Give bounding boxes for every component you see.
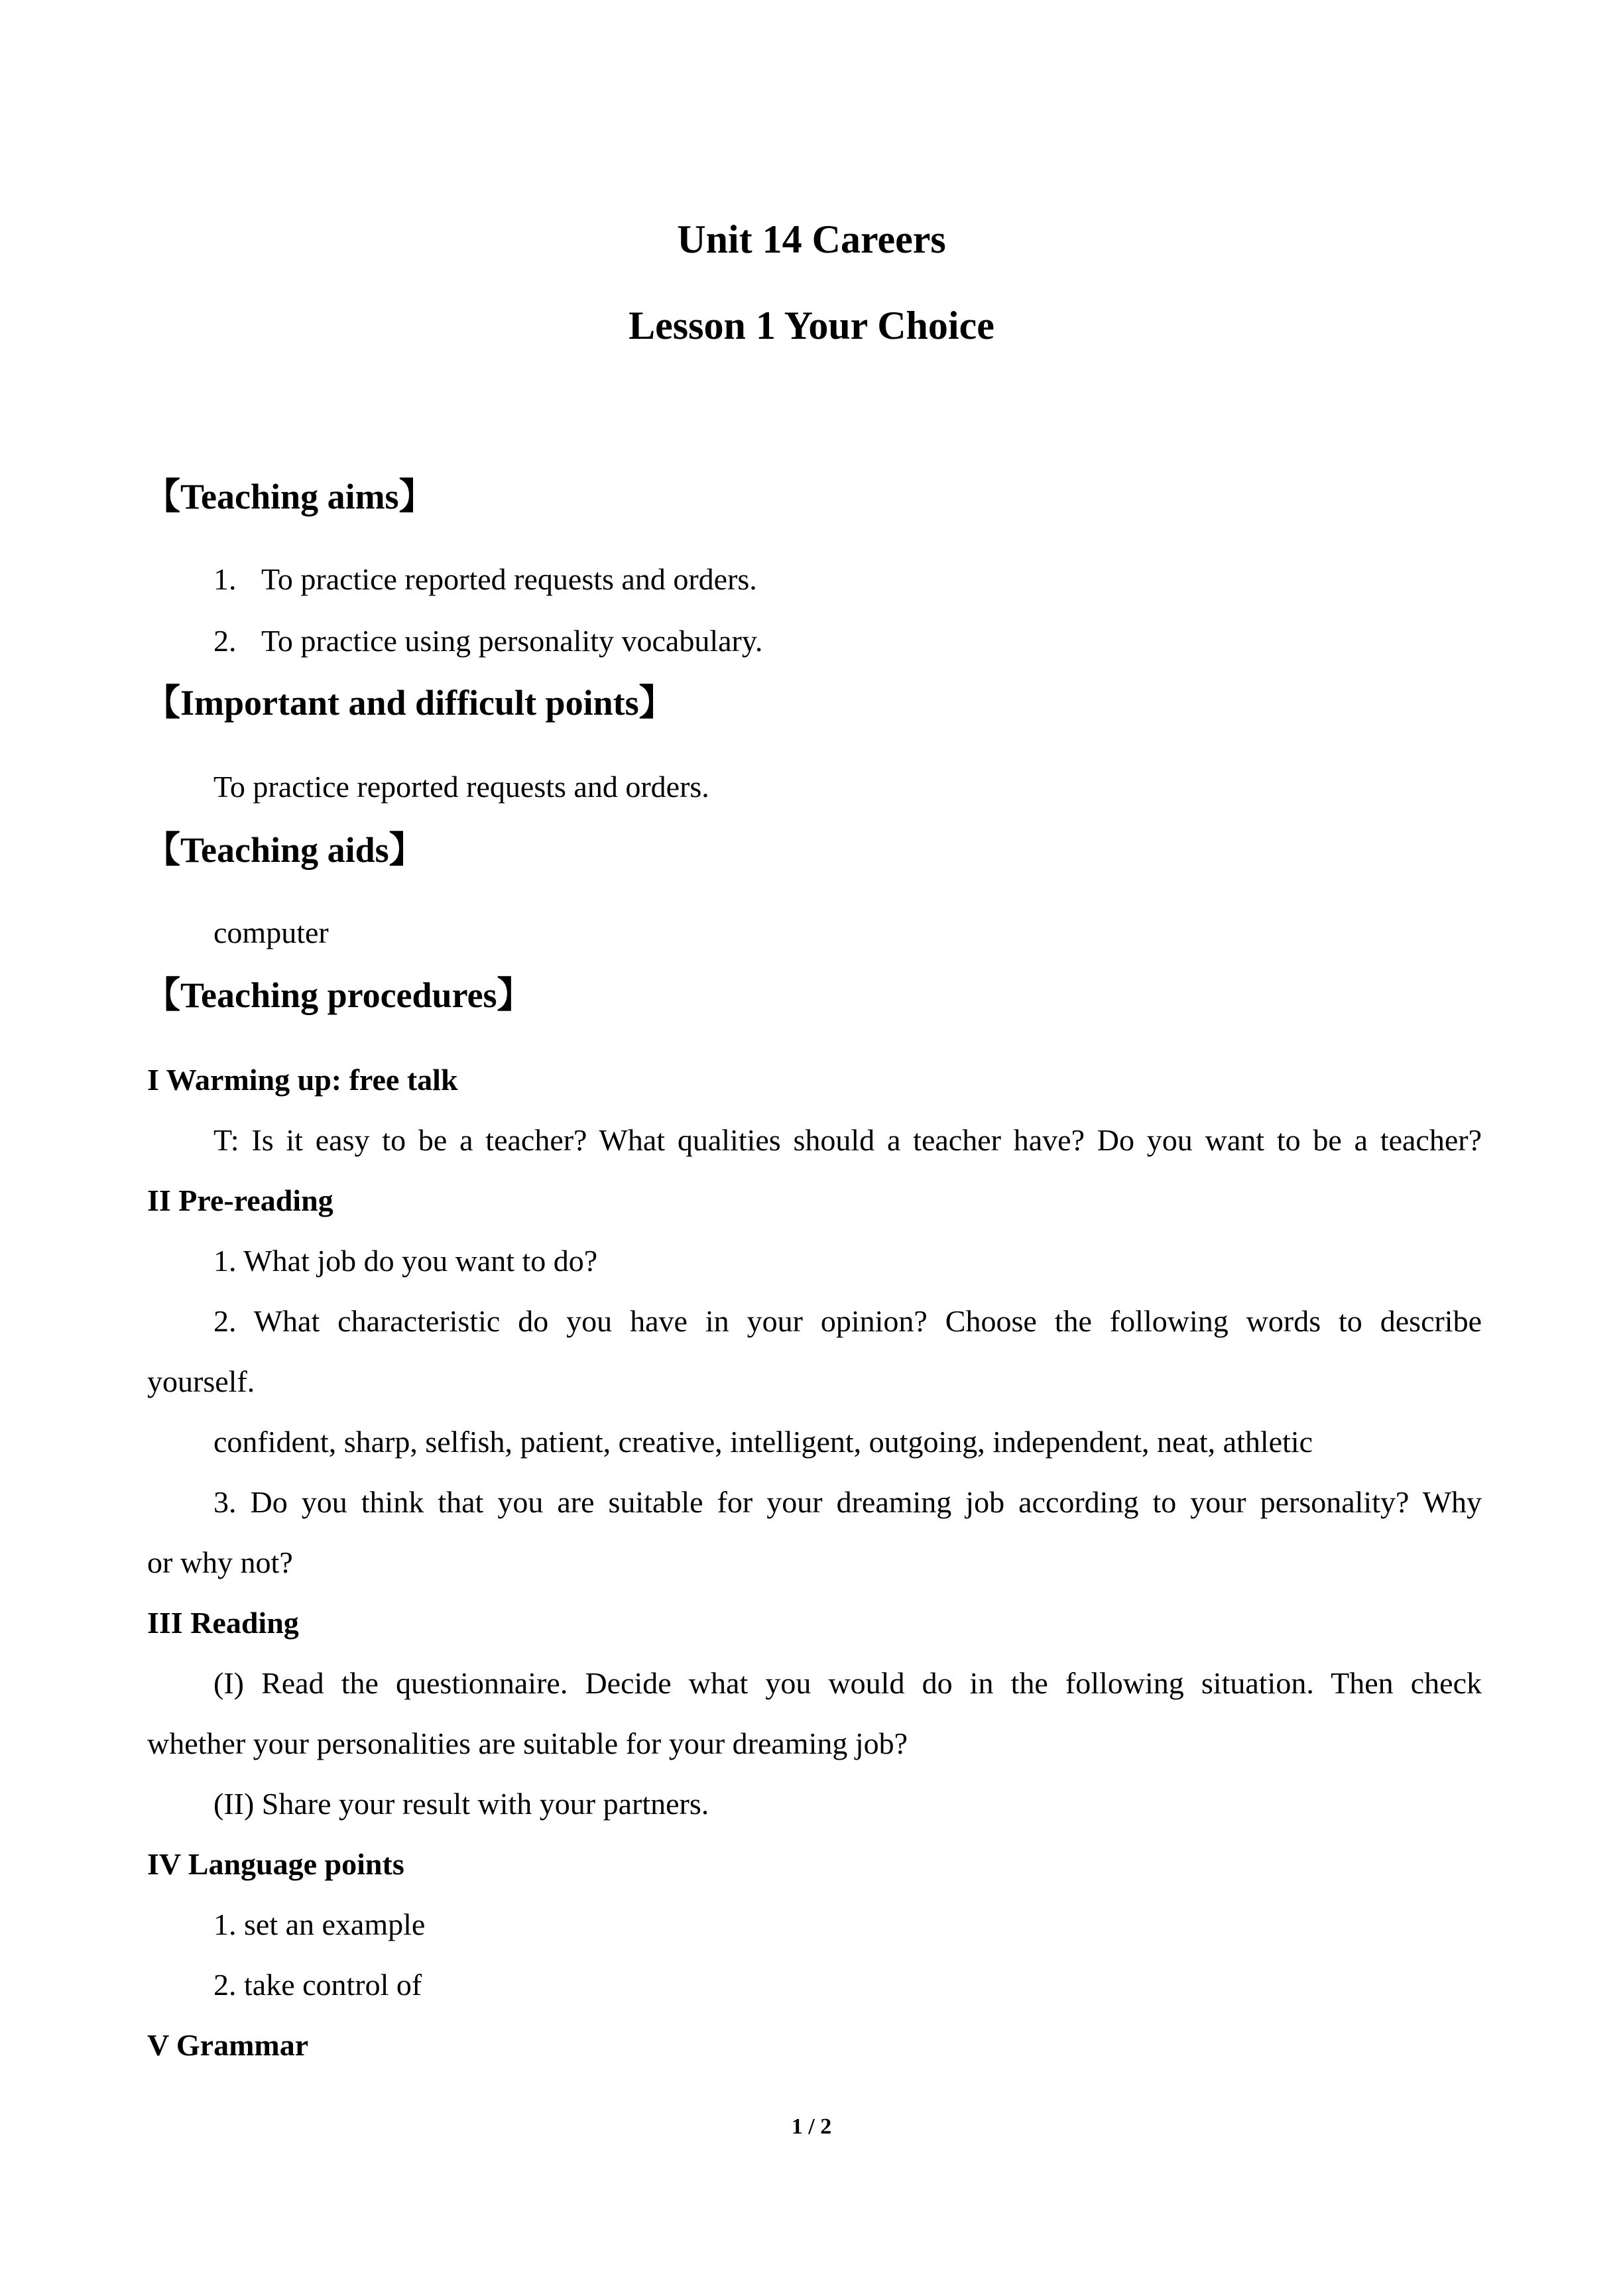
language-point-item: 1. set an example bbox=[213, 1907, 426, 1941]
teaching-procedures-heading: 【Teaching procedures】 bbox=[145, 975, 533, 1015]
page-number: 1 / 2 bbox=[791, 2114, 832, 2139]
reading-task-1: (I) Read the questionnaire. Decide what you would do in the following situation. Then check bbox=[213, 1666, 1482, 1700]
pre-reading-question-2-cont: yourself. bbox=[147, 1364, 255, 1398]
warming-up-text: T: Is it easy to be a teacher? What qualities should a teacher have? Do you want to be a teacher? bbox=[213, 1123, 1482, 1157]
teaching-aim-text: To practice reported requests and orders. bbox=[261, 562, 757, 596]
personality-word-list: confident, sharp, selfish, patient, creative, intelligent, outgoing, independent, neat, athletic bbox=[213, 1425, 1313, 1459]
reading-task-2: (II) Share your result with your partners. bbox=[213, 1787, 709, 1821]
pre-reading-heading: II Pre-reading bbox=[147, 1183, 333, 1217]
lesson-title: Lesson 1 Your Choice bbox=[629, 304, 994, 347]
teaching-aids-text: computer bbox=[213, 916, 329, 949]
grammar-heading: V Grammar bbox=[147, 2028, 309, 2062]
unit-title: Unit 14 Careers bbox=[677, 217, 946, 261]
teaching-aim-text: To practice using personality vocabulary. bbox=[261, 624, 763, 658]
language-point-item: 2. take control of bbox=[213, 1968, 422, 2002]
teaching-aims-heading: 【Teaching aims】 bbox=[145, 477, 435, 516]
teaching-aim-item bbox=[213, 561, 757, 598]
pre-reading-question-3-cont: or why not? bbox=[147, 1545, 293, 1579]
reading-task-1-cont: whether your personalities are suitable for your dreaming job? bbox=[147, 1726, 908, 1760]
pre-reading-question-2: 2. What characteristic do you have in your opinion? Choose the following words to describe bbox=[213, 1304, 1482, 1338]
important-points-heading: 【Important and difficult points】 bbox=[145, 683, 675, 723]
teaching-aim-number: 2. bbox=[213, 624, 237, 658]
pre-reading-question-1: 1. What job do you want to do? bbox=[213, 1244, 598, 1278]
teaching-aim-number: 1. bbox=[213, 562, 237, 596]
teaching-aim-item bbox=[213, 623, 762, 660]
pre-reading-question-3: 3. Do you think that you are suitable for your dreaming job according to your personality? Why bbox=[213, 1485, 1482, 1519]
language-points-heading: IV Language points bbox=[147, 1847, 404, 1881]
warming-up-heading: I Warming up: free talk bbox=[147, 1063, 458, 1097]
important-points-text: To practice reported requests and orders. bbox=[213, 770, 709, 804]
reading-heading: III Reading bbox=[147, 1606, 299, 1640]
teaching-aids-heading: 【Teaching aids】 bbox=[145, 830, 425, 870]
